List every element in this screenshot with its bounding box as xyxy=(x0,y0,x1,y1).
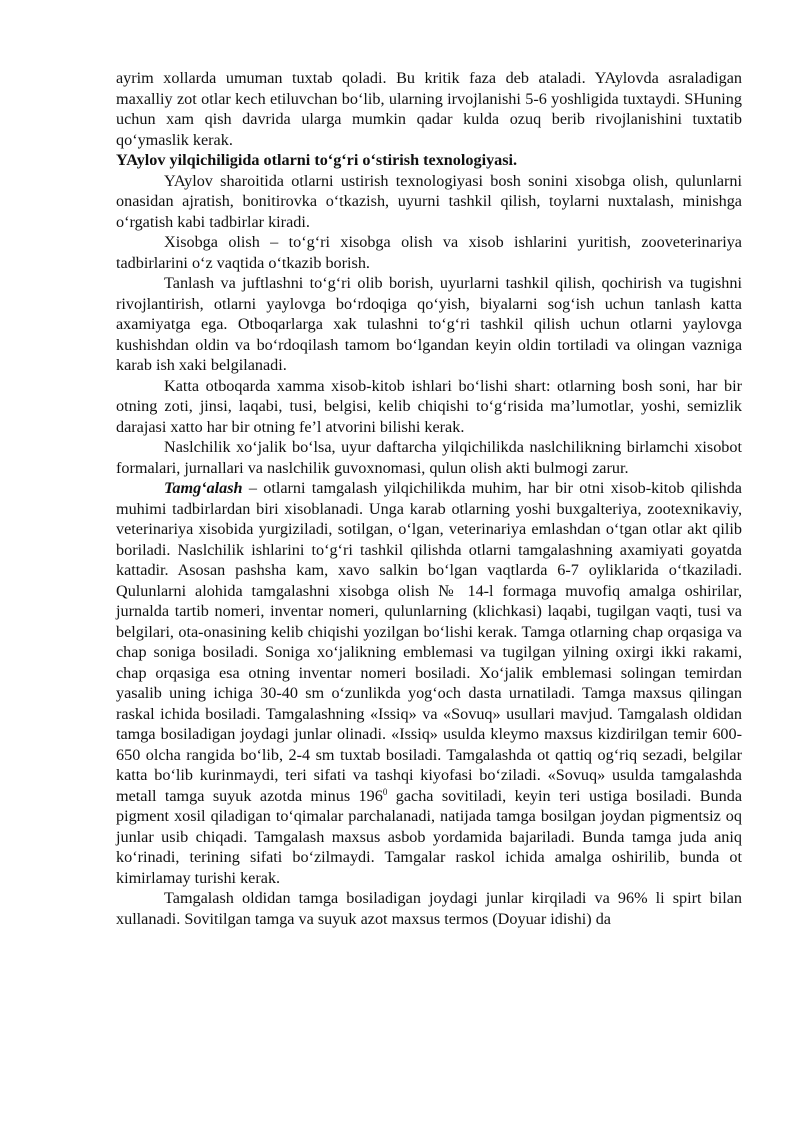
paragraph-accounting: Xisobga olish – to‘g‘ri xisobga olish va xisob ishlarini yuritish, zooveterinariya tadbirlarini o‘z vaqtida o‘tkazib borish. xyxy=(116,233,742,272)
paragraph-records: Katta otboqarda xamma xisob-kitob ishlari bo‘lishi shart: otlarning bosh soni, har bir otning zoti, jinsi, laqabi, tusi, belgisi, kelib chiqishi to‘g‘risida ma’lumotlar, yoshi, semizlik darajasi xatto har bir otning fe’l atvorini bilishi kerak. xyxy=(116,376,742,436)
branding-term: Tamg‘alash xyxy=(164,479,243,497)
document-page xyxy=(116,68,742,929)
paragraph-continuation: ayrim xollarda umuman tuxtab qoladi. Bu kritik faza deb ataladi. YAylovda asraladigan maxalliy zot otlar kech etiluvchan bo‘lib, ularning irvojlanishi 5-6 yoshligida tuxtaydi. SHuning uchun xam qish davrida ularga mumkin qadar kulda ozuq berib rivojlanishini tuxtatib qo‘ymaslik kerak. xyxy=(116,69,742,149)
paragraph-selection: Tanlash va juftlashni to‘g‘ri olib borish, uyurlarni tashkil qilish, qochirish va tugishni rivojlantirish, otlarni yaylovga bo‘rdoqiga qo‘yish, biyalarni sog‘ish uchun tanlash katta axamiyatga ega. Otboqarlarga xak tulashni to‘g‘ri tashkil qilish uchun otlarni yaylovga kushishdan oldin va bo‘rdoqilash tamom bo‘lgandan keyin oldin tortiladi va olingan vazniga karab ish xaki belgilanadi. xyxy=(116,274,742,374)
paragraph-branding xyxy=(116,478,742,888)
paragraph-breeding: Naslchilik xo‘jalik bo‘lsa, uyur daftarcha yilqichilikda naslchilikning birlamchi xisobot formalari, jurnallari va naslchilik guvoxnomasi, qulun olish akti bulmogi zarur. xyxy=(116,438,742,477)
paragraph-technology: YAylov sharoitida otlarni ustirish texnologiyasi bosh sonini xisobga olish, qulunlarni onasidan ajratish, bonitirovka o‘tkazish, uyurni tashkil qilish, toylarni nuxtalash, minishga o‘rgatish kabi tadbirlar kiradi. xyxy=(116,171,742,231)
paragraph-preparation: Tamgalash oldidan tamga bosiladigan joydagi junlar kirqiladi va 96% li spirt bilan xullanadi. Sovitilgan tamga va suyuk azot maxsus termos (Doyuar idishi) da xyxy=(116,889,742,928)
branding-text-part-a: – otlarni tamgalash yilqichilikda muhim, har bir otni xisob-kitob qilishda muhimi tadbirlardan biri xisoblanadi. Unga karab otlarning yoshi buxgalteriya, zootexnikaviy, veterinariya xisobida yurgiziladi, sotilgan, o‘lgan, veterinariya emlashdan o‘tgan otlar akt qilib boriladi. Naslchilik ishlarini to‘g‘ri tashkil qilishda otlarni tamgalashning axamiyati goyatda kattadir. Asosan pashsha kam, xavo salkin bo‘lgan vaqtlarda 6-7 oyliklarida o‘tkaziladi. Qulunlarni alohida tamgalashni xisobga olish № 14-l formaga muvofiq amalga oshirilar, jurnalda tartib nomeri, inventar nomeri, qulunlarning (klichkasi) laqabi, tugilgan vaqti, tusi va belgilari, ota-onasining kelib chiqishi yozilgan bo‘lishi kerak. Tamga otlarning chap orqasiga va chap soniga bosiladi. Soniga xo‘jalikning emblemasi va tugilgan yilning oxirgi ikki rakami, chap orqasiga esa otning inventar nomeri bosiladi. Xo‘jalik emblemasi solingan temirdan yasalib uning ichiga 30-40 sm o‘zunlikda yog‘och dasta urnatiladi. Tamga maxsus qilingan raskal ichida bosiladi. Tamgalashning «Issiq» va «Sovuq» usullari mavjud. Tamgalash oldidan tamga bosiladigan joydagi junlar olinadi. «Issiq» usulda kleymo maxsus kizdirilgan temir 600-650 olcha rangida bo‘lib, 2-4 sm tuxtab bosiladi. Tamgalashda ot qattiq og‘riq sezadi, belgilar katta bo‘lib kurinmaydi, teri sifati va tashqi kiyofasi bo‘ziladi. «Sovuq» usulda tamgalashda metall tamga suyuk azotda minus 196 xyxy=(116,479,742,805)
section-heading: YAylov yilqichiligida otlarni to‘g‘ri o‘stirish texnologiyasi. xyxy=(116,151,518,169)
branding-text-part-b: gacha sovitiladi, keyin teri ustiga bosiladi. Bunda pigment xosil qiladigan to‘qimalar parchalanadi, natijada tamga bosilgan joydan pigmentsiz oq junlar usib chiqadi. Tamgalash maxsus asbob yordamida bajariladi. Bunda tamga juda aniq ko‘rinadi, terining sifati bo‘zilmaydi. Tamgalar raskol ichida amalga oshirilib, bunda ot kimirlamay turishi kerak. xyxy=(116,786,742,887)
degree-superscript: 0 xyxy=(382,786,388,797)
